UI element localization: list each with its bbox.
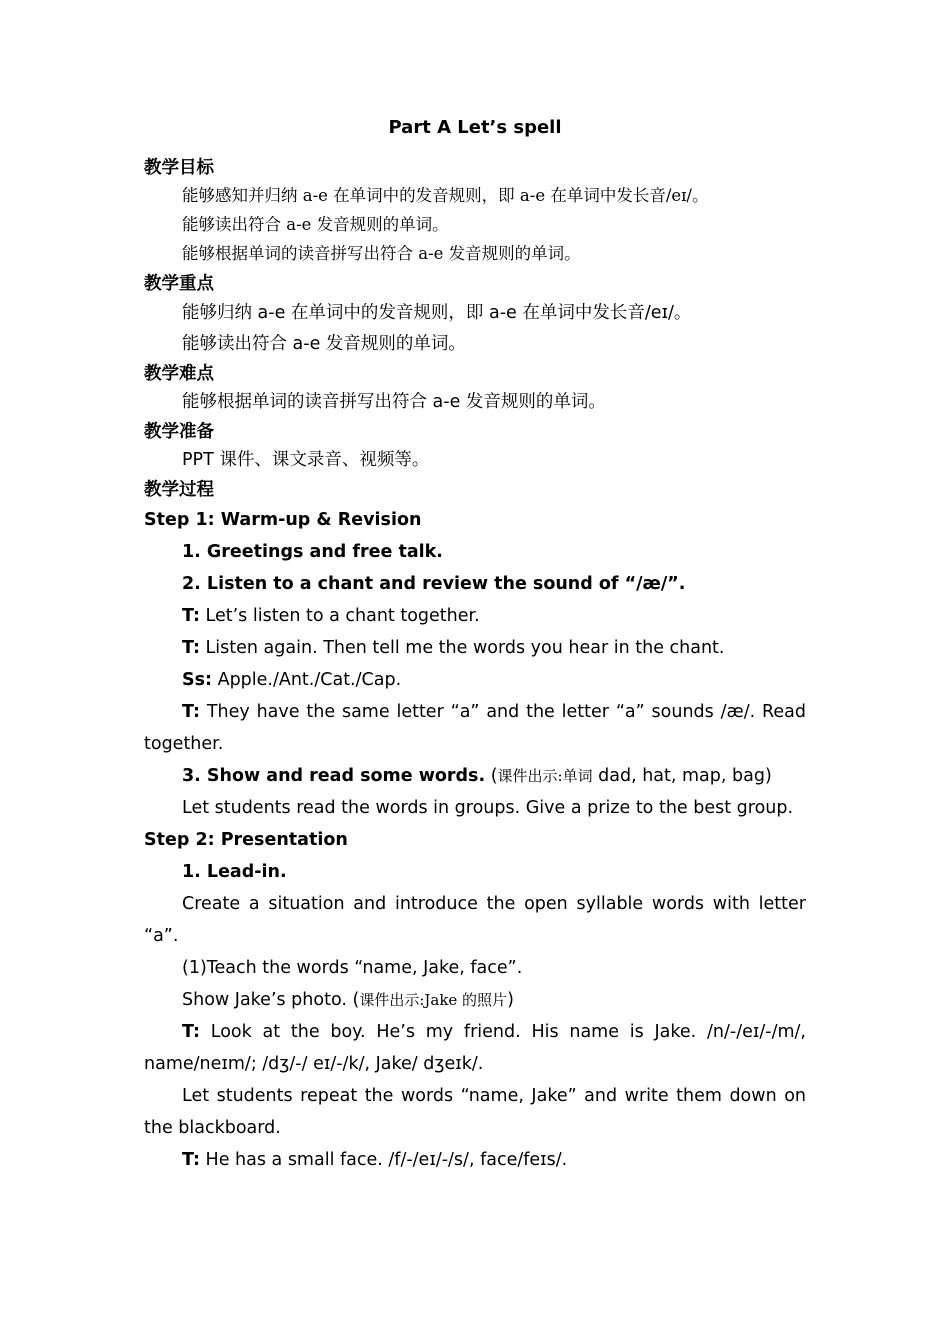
process-heading: 教学过程: [144, 480, 214, 500]
step1-title: Step 1: Warm-up & Revision: [144, 510, 422, 530]
key-point-item: 能够归纳 a-e 在单词中的发音规则，即 a-e 在单词中发长音/eɪ/。: [182, 303, 692, 323]
step2-item1: 1. Lead-in.: [182, 862, 287, 882]
page-title: Part A Let’s spell: [388, 117, 562, 138]
dialogue-line: [144, 632, 806, 664]
preparation-item: PPT 课件、课文录音、视频等。: [182, 450, 430, 470]
speaker-label: T:: [182, 702, 200, 722]
dialogue-text: Listen again. Then tell me the words you hear in the chant.: [199, 638, 725, 658]
dialogue-line: [144, 1016, 806, 1080]
item3-note-en: dad, hat, map, bag): [592, 766, 772, 786]
dialogue-line: [144, 664, 806, 696]
dialogue-line: [144, 696, 806, 760]
objective-item: 能够感知并归纳 a-e 在单词中的发音规则，即 a-e 在单词中发长音/eɪ/。: [182, 186, 709, 205]
objective-item: 能够读出符合 a-e 发音规则的单词。: [182, 215, 449, 234]
repeat-text: Let students repeat the words “name, Jake” and write them down on the blackboard.: [144, 1086, 806, 1138]
dialogue-line: [144, 1144, 806, 1176]
item3-note-cn: 课件出示:单词: [497, 767, 593, 785]
dialogue-text: They have the same letter “a” and the letter “a” sounds /æ/. Read together.: [144, 702, 806, 754]
step1-item1: 1. Greetings and free talk.: [182, 542, 443, 562]
item3-title: 3. Show and read some words.: [182, 766, 486, 786]
teach-words: (1)Teach the words “name, Jake, face”.: [182, 958, 523, 978]
step1-item2: 2. Listen to a chant and review the sound of “/æ/”.: [182, 574, 686, 594]
leadin-text: Create a situation and introduce the open syllable words with letter “a”.: [144, 894, 806, 946]
dialogue-text: Apple./Ant./Cat./Cap.: [212, 670, 402, 690]
item3-note-open: (: [485, 766, 498, 786]
show-photo-en: Show Jake’s photo. (: [182, 990, 360, 1010]
lesson-plan: [144, 117, 806, 1176]
dialogue-line: [144, 600, 806, 632]
show-photo: [144, 984, 806, 1016]
objectives-heading: 教学目标: [144, 158, 214, 178]
speaker-label: T:: [182, 1022, 200, 1042]
objective-item: 能够根据单词的读音拼写出符合 a-e 发音规则的单词。: [182, 244, 581, 263]
dialogue-text: He has a small face. /f/-/eɪ/-/s/, face/feɪs/.: [199, 1150, 568, 1170]
difficulty-item: 能够根据单词的读音拼写出符合 a-e 发音规则的单词。: [182, 392, 606, 412]
key-point-item: 能够读出符合 a-e 发音规则的单词。: [182, 334, 466, 354]
speaker-label: T:: [182, 606, 200, 626]
step1-item3-desc: Let students read the words in groups. Give a prize to the best group.: [182, 798, 794, 818]
speaker-label: Ss:: [182, 670, 213, 690]
key-points-heading: 教学重点: [144, 274, 214, 294]
step2-title: Step 2: Presentation: [144, 830, 348, 850]
difficulties-heading: 教学难点: [144, 364, 214, 384]
dialogue-text: Look at the boy. He’s my friend. His name is Jake. /n/-/eɪ/-/m/, name/neɪm/; /dʒ/-/ eɪ/-/k/, Jake/ dʒeɪk/.: [144, 1022, 806, 1074]
show-photo-cn: 课件出示:Jake 的照片: [359, 991, 508, 1009]
dialogue-text: Let’s listen to a chant together.: [199, 606, 480, 626]
step1-item3: [144, 760, 806, 792]
speaker-label: T:: [182, 638, 200, 658]
show-photo-close: ): [507, 990, 514, 1010]
preparation-heading: 教学准备: [144, 422, 214, 442]
speaker-label: T:: [182, 1150, 200, 1170]
